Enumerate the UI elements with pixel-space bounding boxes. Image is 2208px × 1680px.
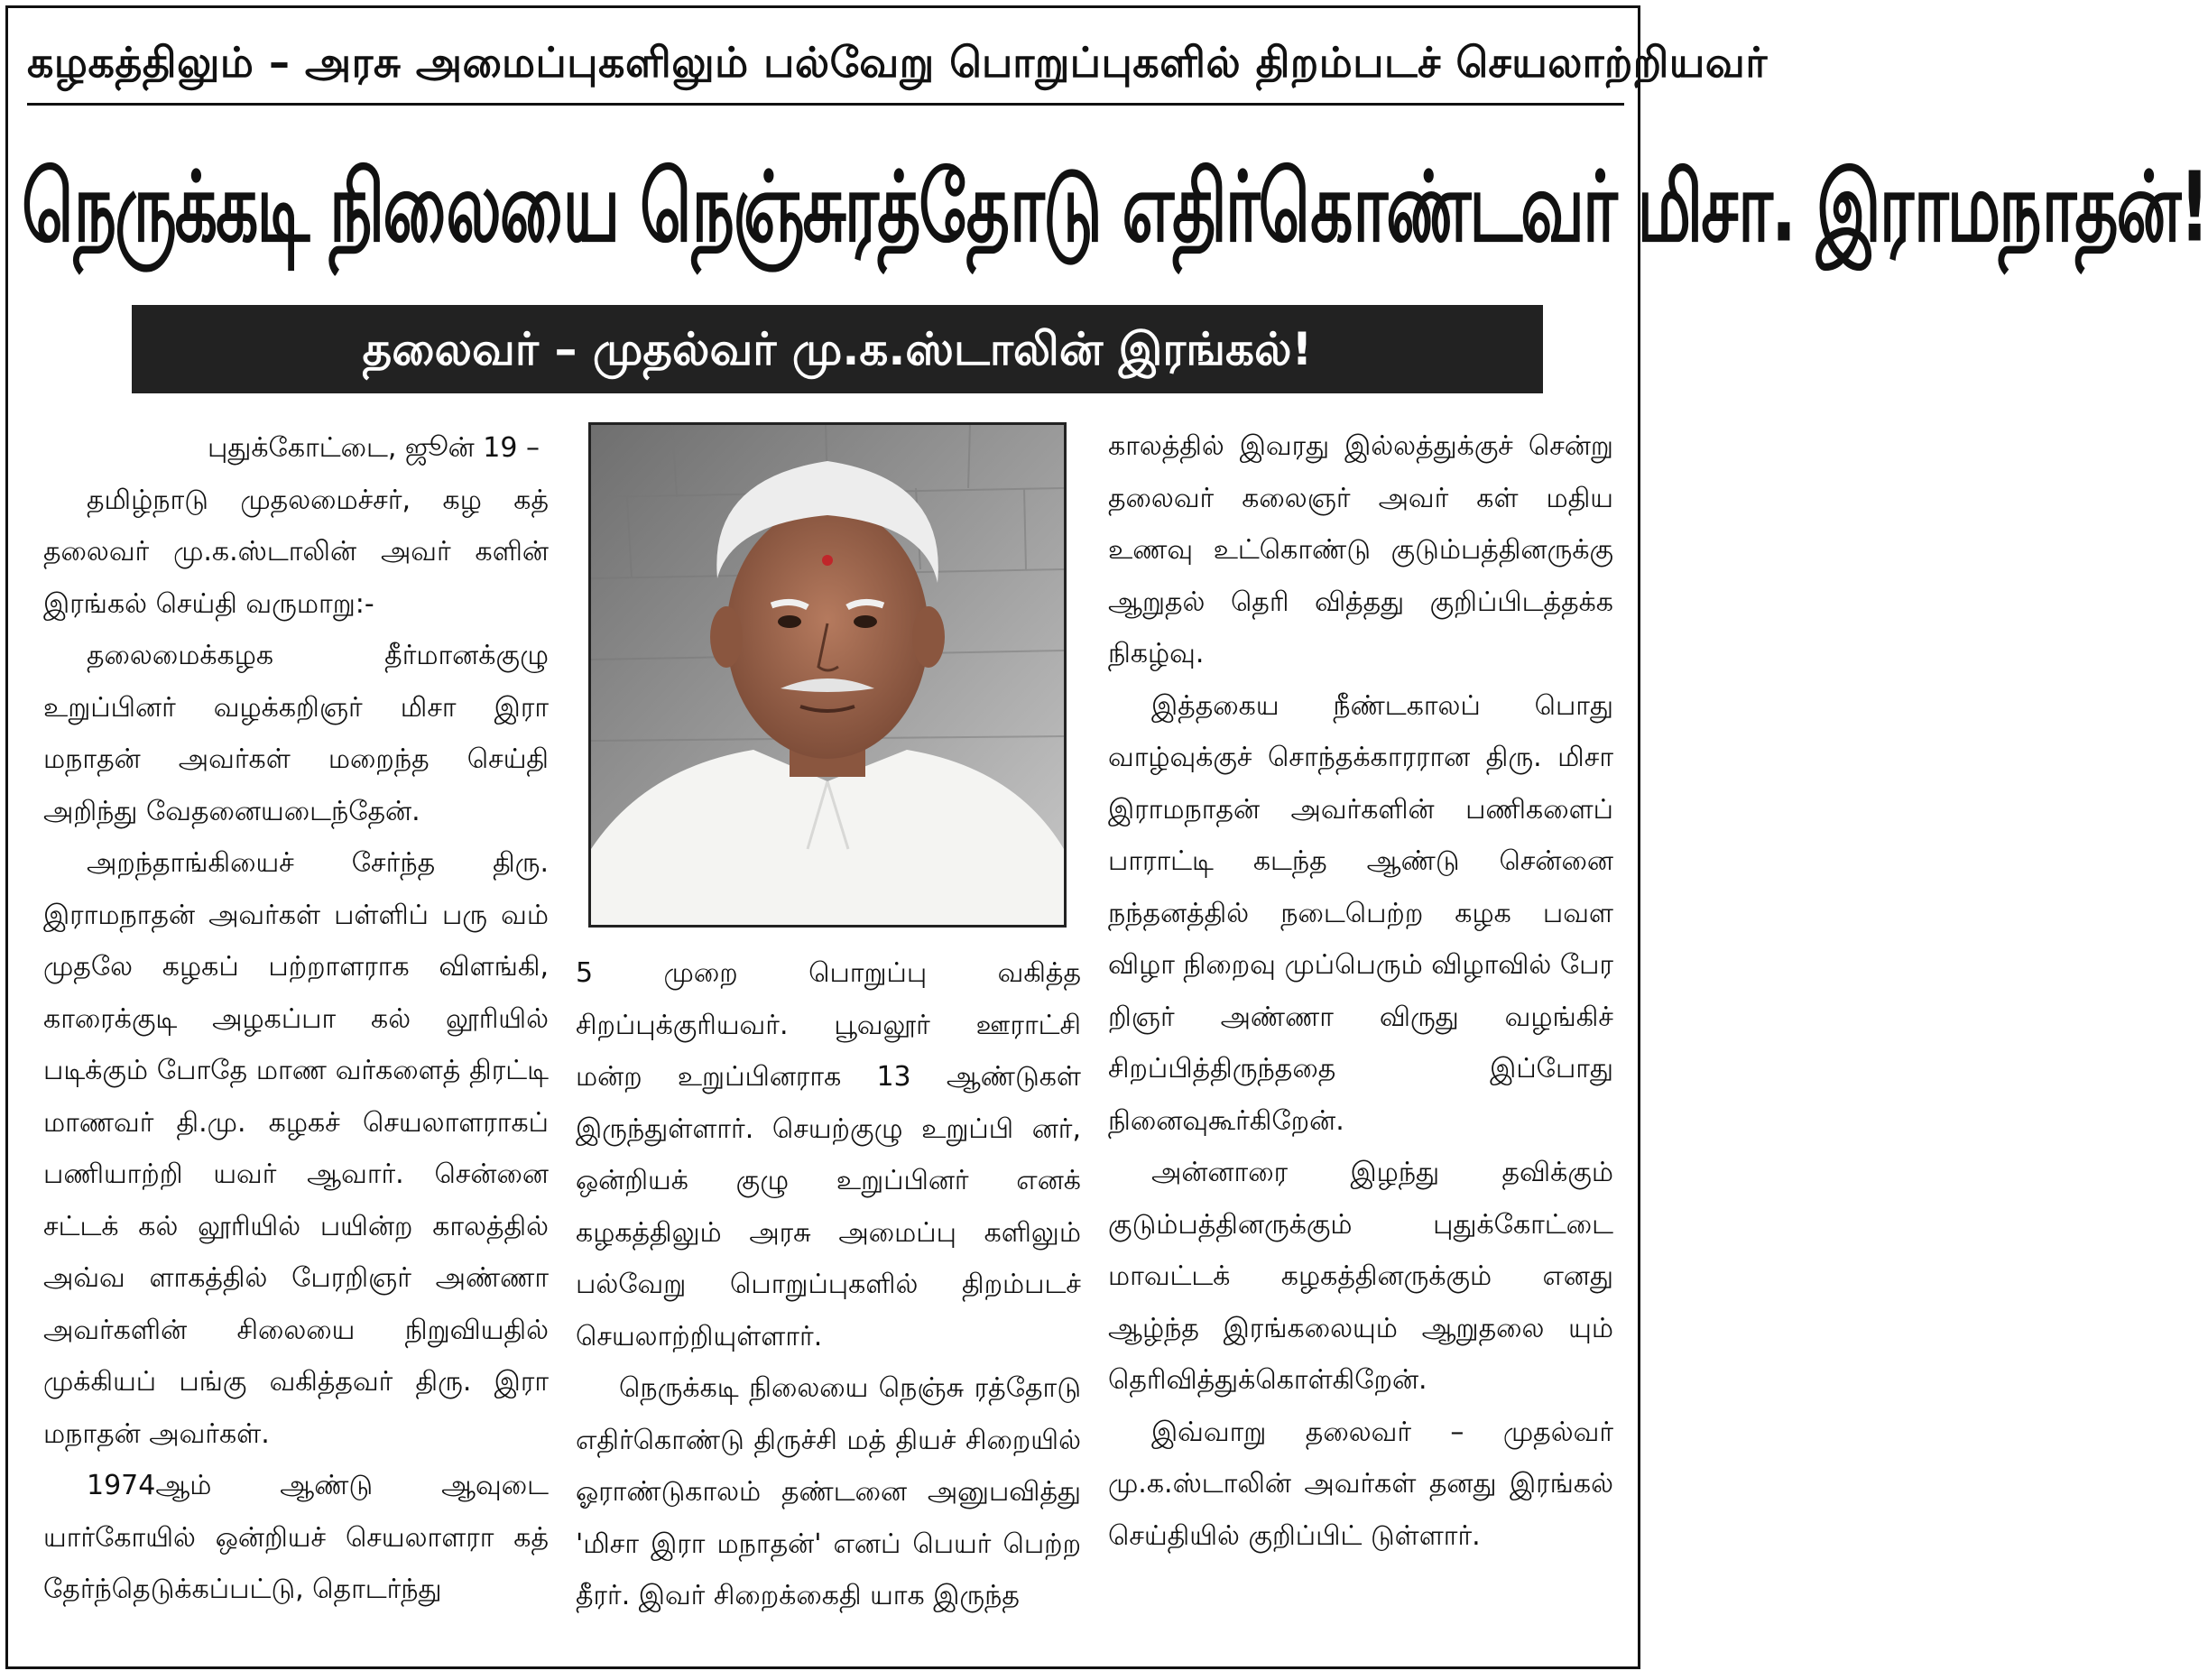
subhead-banner: தலைவர் – முதல்வர் மு.க.ஸ்டாலின் இரங்கல்!	[132, 305, 1543, 393]
article-column-2	[576, 947, 1081, 1660]
article-column-3	[1108, 420, 1613, 1657]
paragraph: இத்தகைய நீண்டகாலப் பொது வாழ்வுக்குச் சொந்தக்காரரான திரு. மிசா இராமநாதன் அவர்களின் பணிகளைப் பாராட்டி கடந்த ஆண்டு சென்னை நந்தனத்தில் நடைபெற்ற கழக பவள விழா நிறைவு முப்பெரும் விழாவில் பேர றிஞர் அண்ணா விருது வழங்கிச் சிறப்பித்திருந்ததை இப்போது நினைவுகூர்கிறேன்.	[1108, 689, 1613, 1137]
paragraph: காலத்தில் இவரது இல்லத்துக்குச் சென்று தலைவர் கலைஞர் அவர் கள் மதிய உணவு உட்கொண்டு குடும்பத்தினருக்கு ஆறுதல் தெரி வித்தது குறிப்பிடத்தக்க நிகழ்வு.	[1108, 430, 1613, 669]
portrait-photo	[588, 422, 1067, 928]
paragraph: தமிழ்நாடு முதலமைச்சர், கழ கத் தலைவர் மு.க.ஸ்டாலின் அவர் களின் இரங்கல் செய்தி வருமாறு:-	[43, 484, 549, 620]
paragraph: 1974ஆம் ஆண்டு ஆவுடை யார்கோயில் ஒன்றியச் செயலாளரா கத் தேர்ந்தெடுக்கப்பட்டு, தொடர்ந்து	[43, 1470, 549, 1605]
kicker-headline: கழகத்திலும் – அரசு அமைப்புகளிலும் பல்வேறு பொறுப்புகளில் திறம்படச் செயலாற்றியவர்	[27, 38, 1768, 87]
paragraph: அன்னாரை இழந்து தவிக்கும் குடும்பத்தினருக்கும் புதுக்கோட்டை மாவட்டக் கழகத்தினருக்கும் எனது ஆழ்ந்த இரங்கலையும் ஆறுதலை யும் தெரிவித்துக்கொள்கிறேன்.	[1108, 1157, 1613, 1396]
paragraph: இவ்வாறு தலைவர் – முதல்வர் மு.க.ஸ்டாலின் அவர்கள் தனது இரங்கல் செய்தியில் குறிப்பிட் டுள்ளார்.	[1108, 1416, 1613, 1552]
paragraph: தலைமைக்கழக தீர்மானக்குழு உறுப்பினர் வழக்கறிஞர் மிசா இரா மநாதன் அவர்கள் மறைந்த செய்தி அறிந்து வேதனையடைந்தேன்.	[43, 640, 549, 827]
dateline: புதுக்கோட்டை, ஜூன் 19 –	[208, 432, 540, 464]
article-column-1	[43, 422, 549, 1658]
portrait-illustration	[591, 425, 1064, 925]
paragraph: 5 முறை பொறுப்பு வகித்த சிறப்புக்குரியவர். பூவலூர் ஊராட்சி மன்ற உறுப்பினராக 13 ஆண்டுகள் இருந்துள்ளார். செயற்குழு உறுப்பி னர், ஒன்றியக் குழு உறுப்பினர் எனக் கழகத்திலும் அரசு அமைப்பு களிலும் பல்வேறு பொறுப்புகளில் திறம்படச் செயலாற்றியுள்ளார்.	[576, 957, 1081, 1352]
main-headline: நெருக்கடி நிலையை நெஞ்சுரத்தோடு எதிர்கொண்டவர் மிசா. இராமநாதன்!	[22, 151, 2208, 264]
paragraph: அறந்தாங்கியைச் சேர்ந்த திரு. இராமநாதன் அவர்கள் பள்ளிப் பரு வம் முதலே கழகப் பற்றாளராக விளங்கி, காரைக்குடி அழகப்பா கல் லூரியில் படிக்கும் போதே மாண வர்களைத் திரட்டி மாணவர் தி.மு. கழகச் செயலாளராகப் பணியாற்றி யவர் ஆவார். சென்னை சட்டக் கல் லூரியில் பயின்ற காலத்தில் அவ்வ ளாகத்தில் பேரறிஞர் அண்ணா அவர்களின் சிலையை நிறுவியதில் முக்கியப் பங்கு வகித்தவர் திரு. இரா மநாதன் அவர்கள்.	[43, 847, 549, 1450]
paragraph: நெருக்கடி நிலையை நெஞ்சு ரத்தோடு எதிர்கொண்டு திருச்சி மத் தியச் சிறையில் ஓராண்டுகாலம் தண்டனை அனுபவித்து 'மிசா இரா மநாதன்' எனப் பெயர் பெற்ற தீரர். இவர் சிறைக்கைதி யாக இருந்த	[576, 1372, 1081, 1611]
